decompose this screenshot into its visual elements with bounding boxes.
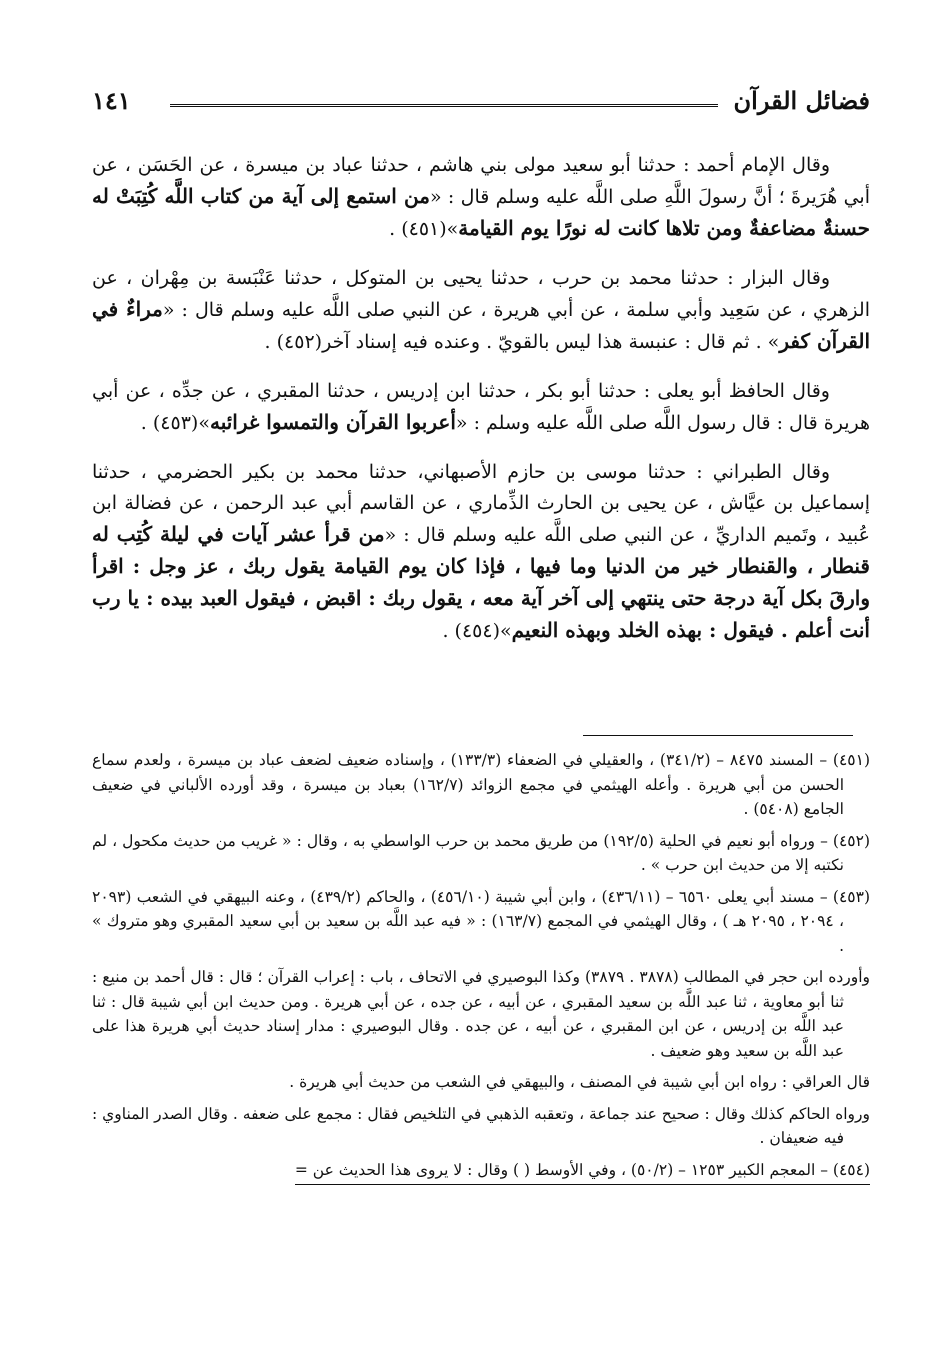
paragraph-tail: »(٤٥١) . [389,218,459,240]
footnote-452: (٤٥٢) – ورواه أبو نعيم في الحلية (١٩٢/٥) من طريق محمد بن حرب الواسطي به ، وقال : « غريب من حديث مكحول ، لم نكتبه إلا من حديث ابن حرب » . [92,831,870,874]
paragraph-ahmad [92,150,870,245]
footnote-453-hakim: ورواه الحاكم كذلك وقال : صحيح عند جماعة ، وتعقبه الذهبي في التلخيص فقال : مجمع على ضعفه . وقال الصدر المناوي : فيه ضعيفان . [92,1104,870,1147]
footnote-separator [583,735,853,736]
footnote-451: (٤٥١) – المسند ٨٤٧٥ – (٣٤١/٢) ، والعقيلي في الضعفاء (١٣٣/٣) ، وإسناده ضعيف لضعف عباد بن ميسرة ، ولعدم سماع الحسن من أبي هريرة . وأعله الهيثمي في مجمع الزوائد (١٦٢/٧) بعباد بن ميسرة ، وقد أورده الألباني في ضعيف الجامع (٥٤٠٨) . [92,751,870,818]
header-rule [170,104,718,107]
paragraph-text: وقال الطبراني : حدثنا موسى بن حازم الأصبهاني، حدثنا محمد بن بكير الحضرمي ، حدثنا إسماعيل بن عيَّاش ، عن يحيى بن الحارث الذِّماري ، عن القاسم أبي عبد الرحمن ، عن فضالة ابن عُبيد ، وتَميم الداريِّ ، عن النبي صلى اللَّه عليه وسلم قال : « [92,461,870,546]
footnote-453: (٤٥٣) – مسند أبي يعلى ٦٥٦٠ – (٤٣٦/١١) ، وابن أبي شيبة (٤٥٦/١٠) ، والحاكم (٤٣٩/٢) ، وعنه البيهقي في الشعب (٢٠٩٣ ، ٢٠٩٤ ، ٢٠٩٥ هـ ) ، وقال الهيثمي في المجمع (١٦٣/٧) : « فيه عبد اللَّه بن سعيد بن أبي سعيد المقبري وهو متروك » . [92,887,871,955]
footnote-453-continued: وأورده ابن حجر في المطالب (٣٨٧٨ . ٣٨٧٩) وكذا البوصيري في الاتحاف ، باب : إعراب القرآن ؛ قال : قال أحمد بن منيع : ثنا أبو معاوية ، ثنا عبد اللَّه بن سعيد المقبري ، عن أبيه ، عن جده ، عن أبي هريرة . ومن حديث ابن أبي شيبة قال : ثنا عبد اللَّه بن إدريس ، عن ابن المقبري ، عن أبيه ، عن جده . وقال البوصيري : مدار إسناد حديث أبي هريرة هذا على عبد اللَّه بن سعيد وهو ضعيف . [92,968,870,1060]
page-number: ١٤١ [92,86,131,115]
main-text [92,150,870,665]
paragraph-bazzar [92,263,870,358]
paragraph-tail: » . ثم قال : عنبسة هذا ليس بالقويّ . وعنده فيه إسناد آخر(٤٥٢) . [264,331,780,353]
paragraph-text: وقال البزار : حدثنا محمد بن حرب ، حدثنا يحيى بن المتوكل ، حدثنا عَنْبَسة بن مِهْران ، عن الزهري ، عن سَعِيد وأبي سلمة ، عن أبي هريرة ، عن النبي صلى اللَّه عليه وسلم قال : « [92,267,870,321]
paragraph-text: وقال الإمام أحمد : حدثنا أبو سعيد مولى بني هاشم ، حدثنا عباد بن ميسرة ، عن الحَسَن ، عن أبي هُرَيرةَ ؛ أنَّ رسولَ اللَّهِ صلى اللَّه عليه وسلم قال : « [92,154,870,208]
paragraph-abu-yala [92,376,870,439]
footnote-454: (٤٥٤) – المعجم الكبير ١٢٥٣ – (٥٠/٢) ، وفي الأوسط ( ) وقال : لا يروى هذا الحديث عن = [295,1158,870,1186]
footnote-453-iraqi: قال العراقي : رواه ابن أبي شيبة في المصنف ، والبيهقي في الشعب من حديث أبي هريرة . [289,1073,870,1091]
page-header [92,82,870,122]
paragraph-tail: »(٤٥٤) . [442,620,512,642]
paragraph-text: وقال الحافظ أبو يعلى : حدثنا أبو بكر ، حدثنا ابن إدريس ، حدثنا المقبري ، عن جدِّه ، عن أبي هريرة قال : قال رسول اللَّه صلى اللَّه عليه وسلم : « [92,380,870,434]
hadith-text: مراءٌ في القرآن كفر [92,297,870,353]
hadith-text: أعربوا القرآن والتمسوا غرائبه [209,410,456,434]
hadith-text: من استمع إلى آية من كتاب اللَّه كُتِبَتْ له حسنةٌ مضاعفةٌ ومن تلاها كانت له نورًا يوم القيامة [92,184,870,240]
hadith-text: من قرأ عشر آيات في ليلة كُتِب له قنطار ، والقنطار خير من الدنيا وما فيها ، فإذا كان يوم القيامة يقول ربك ، عز وجل : اقرأ وارقَ بكل آية درجة حتى ينتهي إلى آخر آية معه ، يقول ربك : اقبض ، فيقول العبد بيده : يا رب أنت أعلم . فيقول : بهذه الخلد وبهذه النعيم [92,522,870,642]
paragraph-tabarani [92,457,870,647]
running-title: فضائل القرآن [733,86,870,115]
footnotes [92,748,870,1192]
paragraph-tail: »(٤٥٣) . [140,412,210,434]
